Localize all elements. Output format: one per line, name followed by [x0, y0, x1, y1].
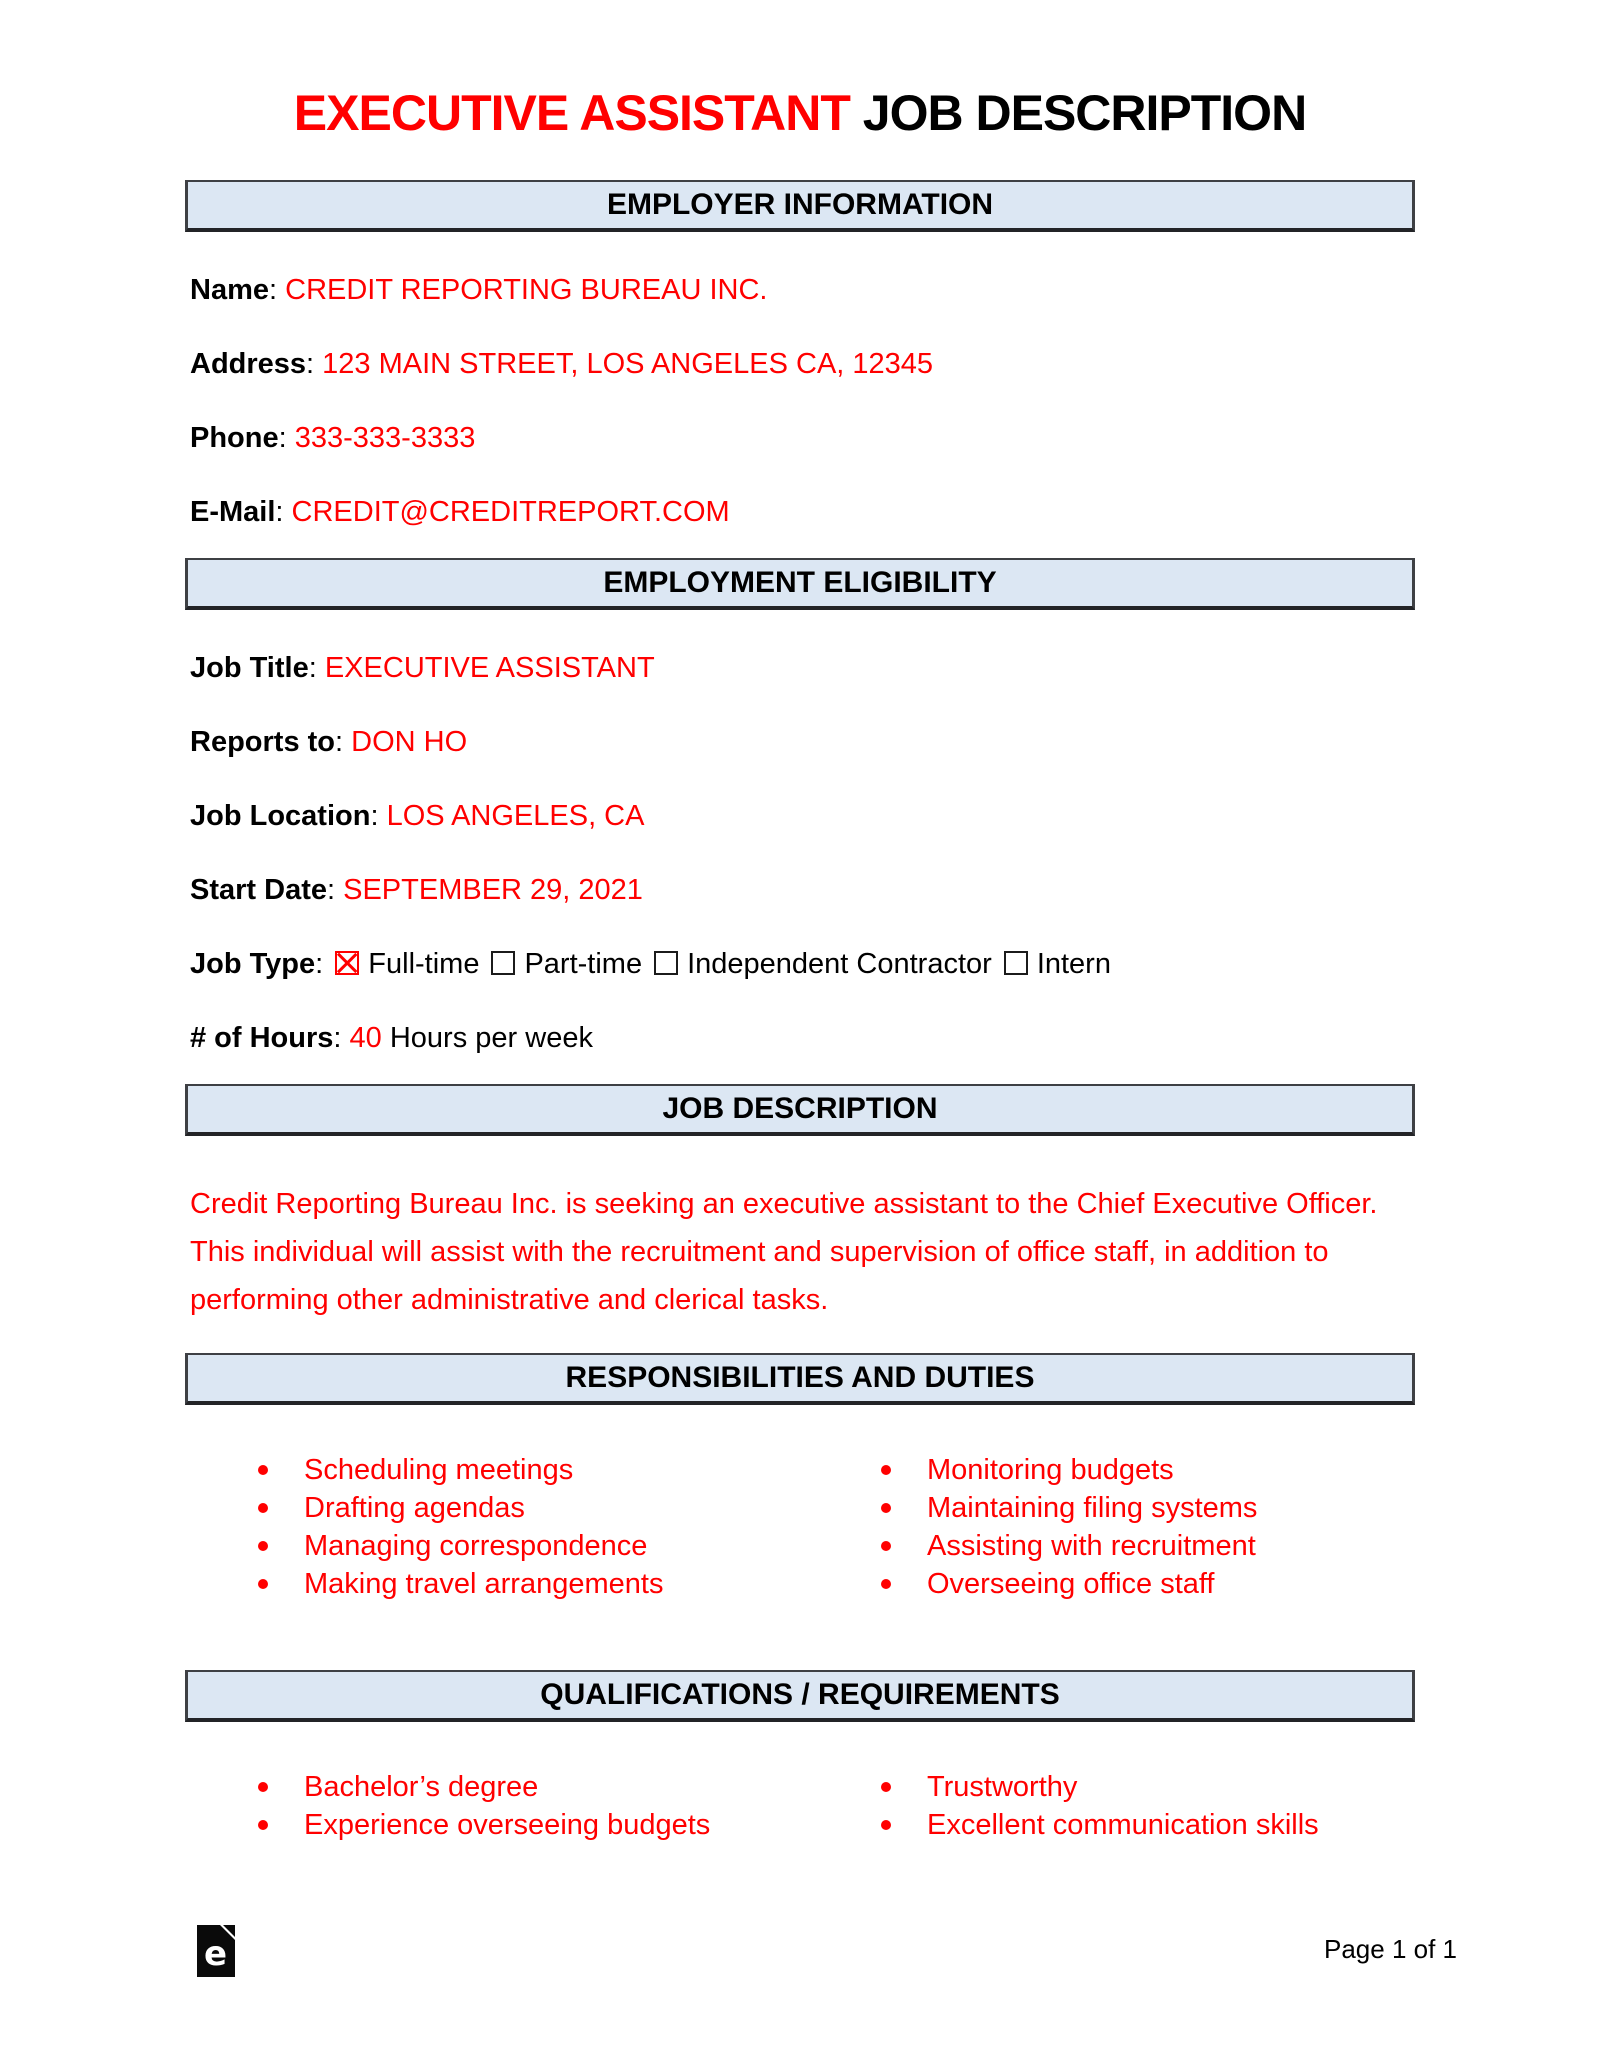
section-header-employer-information	[185, 180, 1415, 232]
field-reports-to-value: DON HO	[351, 726, 468, 758]
qualifications-column-left	[185, 1768, 800, 1844]
field-hours-label: # of Hours :	[190, 1022, 350, 1054]
checkbox-intern[interactable]	[1004, 951, 1028, 975]
field-job-title-value: EXECUTIVE ASSISTANT	[324, 652, 655, 684]
page-title-rest: JOB DESCRIPTION	[862, 85, 1307, 141]
field-email-value: CREDIT@CREDITREPORT.COM	[291, 496, 730, 528]
option-intern-label: Intern	[1036, 948, 1111, 980]
field-email	[185, 496, 1415, 528]
bullet-list	[185, 1451, 800, 1603]
list-item: Drafting agendas	[258, 1489, 800, 1527]
field-phone-label: Phone :	[190, 422, 295, 454]
field-job-location	[185, 800, 1415, 832]
bullet-list	[800, 1768, 1415, 1844]
field-reports-to-label: Reports to :	[190, 726, 351, 758]
list-item: Making travel arrangements	[258, 1565, 800, 1603]
list-item: Maintaining filing systems	[881, 1489, 1415, 1527]
option-independent-contractor-label: Independent Contractor	[687, 948, 992, 980]
section-header-label: QUALIFICATIONS / REQUIREMENTS	[540, 1678, 1060, 1711]
field-phone	[185, 422, 1415, 454]
section-header-label: JOB DESCRIPTION	[662, 1092, 938, 1125]
field-job-location-value: LOS ANGELES, CA	[386, 800, 645, 832]
field-reports-to	[185, 726, 1415, 758]
section-header-job-description	[185, 1084, 1415, 1136]
field-hours-suffix: Hours per week	[389, 1022, 593, 1054]
field-address	[185, 348, 1415, 380]
eforms-logo	[197, 1925, 235, 1982]
checkbox-full-time[interactable]	[335, 951, 359, 975]
field-job-title-label: Job Title :	[190, 652, 325, 684]
section-header-label: RESPONSIBILITIES AND DUTIES	[565, 1361, 1035, 1394]
field-email-label: E-Mail :	[190, 496, 292, 528]
list-item: Scheduling meetings	[258, 1451, 800, 1489]
field-name-value: CREDIT REPORTING BUREAU INC.	[285, 274, 768, 306]
list-item: Trustworthy	[881, 1768, 1415, 1806]
field-job-location-label: Job Location :	[190, 800, 387, 832]
field-start-date-value: SEPTEMBER 29, 2021	[343, 874, 643, 906]
section-header-label: EMPLOYMENT ELIGIBILITY	[603, 566, 997, 599]
qualifications-column-right	[800, 1768, 1415, 1844]
qualifications-columns	[185, 1768, 1415, 1844]
section-header-responsibilities	[185, 1353, 1415, 1405]
field-start-date-label: Start Date :	[190, 874, 343, 906]
checkbox-part-time[interactable]	[491, 951, 515, 975]
document-page-icon	[197, 1925, 235, 1977]
list-item: Excellent communication skills	[881, 1806, 1415, 1844]
responsibilities-column-left	[185, 1451, 800, 1603]
field-phone-value: 333-333-3333	[294, 422, 476, 454]
field-address-label: Address :	[190, 348, 322, 380]
field-job-title	[185, 652, 1415, 684]
page-title-highlight: EXECUTIVE ASSISTANT	[293, 85, 850, 141]
field-start-date	[185, 874, 1415, 906]
document-content	[0, 85, 1600, 1844]
option-full-time-label: Full-time	[368, 948, 480, 980]
field-hours	[185, 1022, 1415, 1054]
field-address-value: 123 MAIN STREET, LOS ANGELES CA, 12345	[322, 348, 934, 380]
logo-letter: e	[204, 1934, 228, 1974]
page-title	[185, 85, 1415, 141]
page-number: Page 1 of 1	[1324, 1934, 1457, 1964]
checkbox-independent-contractor[interactable]	[654, 951, 678, 975]
list-item: Overseeing office staff	[881, 1565, 1415, 1603]
field-hours-value: 40	[349, 1022, 382, 1054]
list-item: Assisting with recruitment	[881, 1527, 1415, 1565]
list-item: Managing correspondence	[258, 1527, 800, 1565]
section-header-employment-eligibility	[185, 558, 1415, 610]
field-name-label: Name :	[190, 274, 285, 306]
list-item: Monitoring budgets	[881, 1451, 1415, 1489]
bullet-list	[800, 1451, 1415, 1603]
field-job-type	[185, 948, 1415, 980]
field-name	[185, 274, 1415, 306]
bullet-list	[185, 1768, 800, 1844]
field-job-type-label: Job Type :	[190, 948, 331, 980]
responsibilities-column-right	[800, 1451, 1415, 1603]
section-header-qualifications	[185, 1670, 1415, 1722]
list-item: Experience overseeing budgets	[258, 1806, 800, 1844]
responsibilities-columns	[185, 1451, 1415, 1603]
section-header-label: EMPLOYER INFORMATION	[606, 188, 994, 221]
option-part-time-label: Part-time	[524, 948, 643, 980]
list-item: Bachelor’s degree	[258, 1768, 800, 1806]
job-description-paragraph: Credit Reporting Bureau Inc. is seeking an executive assistant to the Chief Executive Officer. This individual will assist with the recruitment and supervision of office staff, in addition to performing other administrative and clerical tasks.	[190, 1188, 1378, 1316]
